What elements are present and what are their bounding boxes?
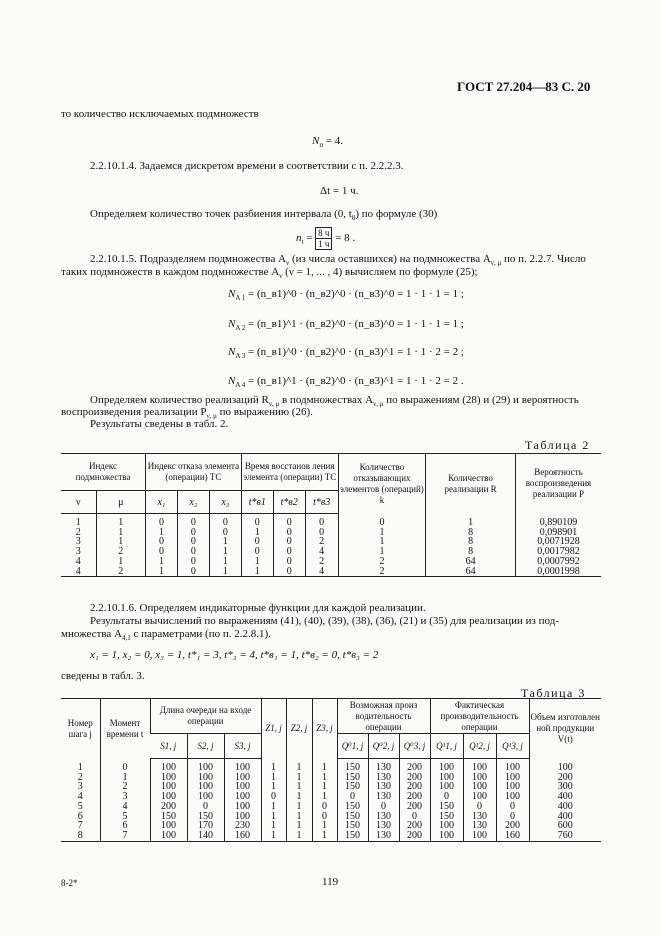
- table-cell: 8: [426, 537, 516, 547]
- table-cell: 3: [100, 792, 150, 802]
- table-cell: 100: [463, 792, 496, 802]
- table-cell: 130: [368, 782, 399, 792]
- header-z1: Z1, j: [261, 699, 286, 759]
- table-row: [61, 514, 601, 528]
- table-cell: 64: [426, 557, 516, 567]
- table-cell: 4: [61, 567, 96, 577]
- header-moment: Момент времени t: [100, 699, 150, 759]
- header-step: Номер шага j: [61, 699, 100, 759]
- table-cell: 200: [399, 821, 430, 831]
- table-cell: 130: [368, 821, 399, 831]
- table-cell: 100: [496, 782, 529, 792]
- table-cell: 2: [338, 567, 426, 577]
- header-tb3: t*в3: [305, 491, 338, 514]
- header-index-fail: Индекс отказа элемента (операции) ТС: [145, 454, 241, 491]
- table-row: [61, 557, 601, 567]
- table-cell: 8: [426, 528, 516, 538]
- table-cell: 0: [145, 547, 177, 557]
- header-q12: Q¹2, j: [463, 734, 496, 759]
- header-q11: Q¹1, j: [430, 734, 463, 759]
- table-cell: 1: [286, 782, 312, 792]
- table-cell: 100: [224, 782, 261, 792]
- formula-na3: $N_{A 3}$ = (n_в1)^0 · (n_в2)^0 · (n_в3)^1 = 1 · 1 · 2 = 2 ;: [228, 346, 464, 361]
- table-cell: 0: [273, 528, 305, 538]
- table-cell: 150: [150, 812, 187, 822]
- table-cell: 200: [399, 773, 430, 783]
- text-line: Результаты сведены в табл. 2.: [90, 418, 229, 430]
- table-cell: 64: [426, 567, 516, 577]
- header-s2: S2, j: [187, 734, 224, 759]
- table-cell: 100: [430, 782, 463, 792]
- table-cell: 0: [209, 528, 241, 538]
- table-row: [61, 567, 601, 577]
- table-cell: 2: [75, 526, 81, 538]
- table-cell: 0: [273, 557, 305, 567]
- text-line: 2.2.10.1.6. Определяем индикаторные функции для каждой реализации.: [90, 602, 426, 614]
- table-cell: 100: [430, 821, 463, 831]
- table-cell: 3: [75, 536, 81, 548]
- table-cell: 100: [150, 831, 187, 841]
- table-row: [61, 547, 601, 557]
- table-cell: 1: [286, 792, 312, 802]
- table-cell: 200: [496, 821, 529, 831]
- table-cell: 100: [463, 831, 496, 841]
- formula: $n_t$ = $\frac{8 ч}{1 ч}$ = 8 .: [296, 228, 356, 249]
- table-cell: 1: [286, 759, 312, 773]
- table-cell: 0: [177, 557, 209, 567]
- table-cell: 2: [96, 567, 145, 577]
- table-cell: 400: [529, 792, 601, 802]
- table-cell: 200: [399, 792, 430, 802]
- page-number: 119: [322, 876, 339, 888]
- table-cell: 100: [187, 782, 224, 792]
- table-cell: 1: [241, 567, 273, 577]
- table-cell: 100: [430, 773, 463, 783]
- table-cell: 0: [177, 537, 209, 547]
- table-cell: 1: [261, 821, 286, 831]
- table-cell: 1: [145, 557, 177, 567]
- table-cell: 400: [529, 802, 601, 812]
- header-s3: S3, j: [224, 734, 261, 759]
- table-cell: 2: [305, 537, 338, 547]
- table-cell: 150: [337, 831, 368, 841]
- table-cell: 200: [529, 773, 601, 783]
- table-cell: 1: [286, 812, 312, 822]
- table-cell: 300: [529, 782, 601, 792]
- table-cell: 0: [368, 802, 399, 812]
- table-cell: 1: [209, 557, 241, 567]
- table-cell: 7: [100, 831, 150, 841]
- table-cell: 200: [399, 831, 430, 841]
- table-cell: 0: [305, 528, 338, 538]
- table-cell: 130: [368, 831, 399, 841]
- table-cell: 100: [150, 782, 187, 792]
- table-cell: 0: [430, 792, 463, 802]
- header-tb2: t*в2: [273, 491, 305, 514]
- table-cell: 4: [75, 555, 81, 567]
- table-cell: 0,0017982: [515, 547, 601, 557]
- table-cell: 130: [463, 821, 496, 831]
- table-cell: 4: [77, 791, 83, 803]
- header-q13: Q¹3, j: [496, 734, 529, 759]
- table-cell: 1: [312, 792, 337, 802]
- header-s1: S1, j: [150, 734, 187, 759]
- table-cell: 1: [261, 759, 286, 773]
- table-cell: 1: [261, 782, 286, 792]
- table-cell: 0: [261, 792, 286, 802]
- table-cell: 1: [209, 547, 241, 557]
- table-cell: 1: [209, 567, 241, 577]
- table-3: [61, 698, 601, 842]
- table-cell: 130: [368, 792, 399, 802]
- table-cell: 130: [368, 773, 399, 783]
- table-cell: 100: [187, 759, 224, 773]
- table-cell: 150: [337, 802, 368, 812]
- table-row: [61, 812, 601, 822]
- header-actual: Фактическая производительность операции: [430, 699, 529, 734]
- table-cell: 100: [224, 773, 261, 783]
- table-cell: 100: [187, 792, 224, 802]
- header-recovery: Время восстанов ления элемента (операции) ТС: [241, 454, 338, 491]
- table-cell: 0: [145, 537, 177, 547]
- table-cell: 100: [529, 759, 601, 773]
- table-cell: 150: [337, 821, 368, 831]
- table-cell: 1: [100, 773, 150, 783]
- header-q02: Q⁰2, j: [368, 734, 399, 759]
- table-cell: 0: [100, 759, 150, 773]
- formula: $N_п = 4$.: [312, 135, 344, 150]
- table-cell: 160: [224, 831, 261, 841]
- table-cell: 0: [177, 547, 209, 557]
- table-cell: 1: [209, 537, 241, 547]
- table-cell: 0: [209, 514, 241, 528]
- table-cell: 1: [96, 537, 145, 547]
- table-cell: 600: [529, 821, 601, 831]
- table-cell: 400: [529, 812, 601, 822]
- table-row: [61, 537, 601, 547]
- formula-na1: $N_{A 1}$ = (n_в1)^0 · (n_в2)^0 · (n_в3)^0 = 1 · 1 · 1 = 1 ;: [228, 288, 464, 303]
- table-cell: 1: [261, 812, 286, 822]
- table-cell: 1: [75, 517, 81, 528]
- table-cell: 2: [100, 782, 150, 792]
- table-cell: 5: [77, 800, 83, 812]
- table-cell: 8: [61, 831, 100, 841]
- table-cell: 100: [150, 792, 187, 802]
- formula-na2: $N_{A 2}$ = (n_в1)^1 · (n_в2)^0 · (n_в3)^0 = 1 · 1 · 1 = 1 ;: [228, 318, 464, 333]
- table-row: [61, 782, 601, 792]
- text-line: 2.2.10.1.4. Задаемся дискретом времени в соответствии с п. 2.2.2.3.: [90, 160, 404, 172]
- header-prob: Вероятность воспроизведения реализации P: [515, 454, 601, 514]
- header-queue: Длина очереди на входе операции: [150, 699, 261, 734]
- table-cell: 5: [100, 812, 150, 822]
- table-cell: 1: [312, 782, 337, 792]
- table-cell: 140: [187, 831, 224, 841]
- table-cell: 100: [496, 792, 529, 802]
- table-cell: 1: [241, 528, 273, 538]
- table-cell: 760: [529, 831, 601, 841]
- table-cell: 6: [77, 810, 83, 822]
- table-cell: 0: [305, 514, 338, 528]
- table-cell: 1: [312, 759, 337, 773]
- header-mu: μ: [96, 491, 145, 514]
- table-cell: 1: [286, 831, 312, 841]
- table-cell: 1: [312, 773, 337, 783]
- text-line: множества $A_{4,1}$ с параметрами (по п. 2.2.8.1).: [61, 628, 271, 643]
- table-cell: 1: [261, 802, 286, 812]
- table-cell: 100: [496, 759, 529, 773]
- table-cell: 200: [399, 759, 430, 773]
- header-z3: Z3, j: [312, 699, 337, 759]
- table-cell: 230: [224, 821, 261, 831]
- table-cell: 0: [273, 514, 305, 528]
- table-row: [61, 773, 601, 783]
- table-cell: 130: [463, 812, 496, 822]
- table-cell: 0: [187, 802, 224, 812]
- table-cell: 1: [286, 773, 312, 783]
- table-cell: 2: [96, 547, 145, 557]
- table-cell: 150: [430, 802, 463, 812]
- text-line: то количество исключаемых подмножеств: [61, 108, 259, 120]
- table-cell: 100: [150, 759, 187, 773]
- table-cell: 0: [463, 802, 496, 812]
- table-cell: 0: [338, 514, 426, 528]
- table-cell: 0,0001998: [515, 567, 601, 577]
- table-cell: 160: [496, 831, 529, 841]
- header-index-subset: Индекс подмножества: [61, 454, 145, 491]
- table-cell: 0: [241, 514, 273, 528]
- table-cell: 1: [338, 537, 426, 547]
- table-cell: 0: [177, 567, 209, 577]
- table-row: [61, 759, 601, 773]
- table-cell: 3: [77, 781, 83, 793]
- table-cell: 1: [145, 528, 177, 538]
- header-x3: x₃: [209, 491, 241, 514]
- table-cell: 100: [496, 773, 529, 783]
- table-cell: 150: [430, 812, 463, 822]
- table-cell: 200: [399, 782, 430, 792]
- table-cell: 4: [305, 547, 338, 557]
- table-cell: 150: [187, 812, 224, 822]
- header-q03: Q⁰3, j: [399, 734, 430, 759]
- header-x2: x₂: [177, 491, 209, 514]
- table-cell: 100: [430, 831, 463, 841]
- table-cell: 0: [145, 514, 177, 528]
- table-cell: 1: [96, 557, 145, 567]
- table-cell: 0: [312, 802, 337, 812]
- table-row: [61, 821, 601, 831]
- table-cell: 100: [463, 773, 496, 783]
- table-cell: 100: [224, 792, 261, 802]
- table-cell: 100: [224, 759, 261, 773]
- table-cell: 1: [426, 514, 516, 528]
- table-cell: 0: [337, 792, 368, 802]
- text-line: Определяем количество точек разбиения интервала (0, $t_0$) по формуле (30): [90, 208, 438, 223]
- document-header: ГОСТ 27.204—83 С. 20: [457, 79, 591, 94]
- table-2: [61, 453, 601, 577]
- table-cell: 1: [145, 567, 177, 577]
- table-cell: 7: [77, 820, 83, 832]
- table-cell: 0: [273, 567, 305, 577]
- table3-title: Таблица 3: [521, 686, 586, 700]
- table-cell: 4: [100, 802, 150, 812]
- table-cell: 100: [463, 782, 496, 792]
- table-row: [61, 831, 601, 841]
- header-possible: Возможная произ водительность операции: [337, 699, 430, 734]
- table-cell: 100: [224, 812, 261, 822]
- text-line: воспроизведения реализации $P_{\nu, \mu}$ по выражению (26).: [61, 406, 313, 421]
- table-cell: 1: [338, 528, 426, 538]
- table-cell: 1: [312, 831, 337, 841]
- table-cell: 0: [273, 547, 305, 557]
- table-cell: 1: [312, 821, 337, 831]
- text-line: таких подмножеств в каждом подмножестве $A_\nu$ (ν = 1, ... , 4) вычисляем по формуле (25);: [61, 266, 478, 281]
- table-row: [61, 792, 601, 802]
- header-q01: Q⁰1, j: [337, 734, 368, 759]
- table-cell: 0: [496, 812, 529, 822]
- table-cell: 0,0007992: [515, 557, 601, 567]
- table-cell: 0: [273, 537, 305, 547]
- table-cell: 1: [338, 547, 426, 557]
- text-line: сведены в табл. 3.: [61, 670, 145, 682]
- table-cell: 1: [77, 761, 83, 773]
- table-cell: 150: [337, 773, 368, 783]
- table-cell: 0: [241, 537, 273, 547]
- table2-title: Таблица 2: [525, 438, 590, 452]
- table-cell: 8: [426, 547, 516, 557]
- table-cell: 100: [150, 773, 187, 783]
- table-cell: 1: [241, 557, 273, 567]
- header-volume: Объем изготовлен ной продукции V(t): [529, 699, 601, 759]
- table-cell: 1: [96, 528, 145, 538]
- table-cell: 130: [368, 812, 399, 822]
- table-cell: 0,098901: [515, 528, 601, 538]
- table-cell: 100: [224, 802, 261, 812]
- table-cell: 100: [187, 773, 224, 783]
- header-tb1: t*в1: [241, 491, 273, 514]
- formula-na4: $N_{A 4}$ = (n_в1)^1 · (n_в2)^0 · (n_в3)^1 = 1 · 1 · 2 = 2 .: [228, 375, 464, 390]
- table-cell: 0: [399, 812, 430, 822]
- table-cell: 2: [338, 557, 426, 567]
- table-cell: 4: [305, 567, 338, 577]
- header-count-real: Количество реализации R: [426, 454, 516, 514]
- formula-params: x₁ = 1, x₂ = 0, x₃ = 1, t*₁ = 3, t*₃ = 4, t*в₁ = 1, t*в₂ = 0, t*в₃ = 2: [90, 649, 379, 661]
- table-cell: 2: [305, 557, 338, 567]
- formula: Δt = 1 ч.: [320, 185, 359, 197]
- table-cell: 0: [241, 547, 273, 557]
- table-cell: 1: [286, 802, 312, 812]
- text-line: Результаты вычислений по выражениям (41), (40), (39), (38), (36), (21) и (35) для реализации из под-: [90, 615, 559, 627]
- table-cell: 150: [337, 812, 368, 822]
- table-cell: 130: [368, 759, 399, 773]
- text-line: Определяем количество реализаций $R_{\nu, \mu}$ в подмножествах $A_{\nu, \mu}$ по выражениям (28) и (29) и вероятность: [90, 394, 579, 409]
- table-cell: 1: [286, 821, 312, 831]
- table-cell: 100: [150, 821, 187, 831]
- table-cell: 0,0071928: [515, 537, 601, 547]
- table-cell: 2: [77, 771, 83, 783]
- table-row: [61, 528, 601, 538]
- table-cell: 100: [463, 759, 496, 773]
- table-cell: 0: [312, 812, 337, 822]
- header-x1: x₁: [145, 491, 177, 514]
- table-cell: 1: [261, 773, 286, 783]
- header-z2: Z2, j: [286, 699, 312, 759]
- table-cell: 200: [150, 802, 187, 812]
- text-line: 2.2.10.1.5. Подразделяем подмножества $A_\nu$ (из числа оставшихся) на подмножества $A_{\nu, \mu}$ по п. 2.2.7. Число: [90, 253, 586, 268]
- table-cell: 0: [496, 802, 529, 812]
- table-cell: 170: [187, 821, 224, 831]
- header-count-fail: Количество отказывающих элементов (операций) k: [338, 454, 426, 514]
- table-cell: 3: [75, 546, 81, 558]
- table-cell: 0: [177, 514, 209, 528]
- table-cell: 1: [96, 514, 145, 528]
- table-cell: 6: [100, 821, 150, 831]
- table-row: [61, 802, 601, 812]
- table-cell: 0: [177, 528, 209, 538]
- table-cell: 150: [337, 759, 368, 773]
- table-cell: 100: [430, 759, 463, 773]
- table-cell: 200: [399, 802, 430, 812]
- header-nu: ν: [61, 491, 96, 514]
- table-cell: 150: [337, 782, 368, 792]
- table-cell: 0,890109: [515, 514, 601, 528]
- sheet-mark: 8-2*: [61, 878, 78, 888]
- table-cell: 1: [261, 831, 286, 841]
